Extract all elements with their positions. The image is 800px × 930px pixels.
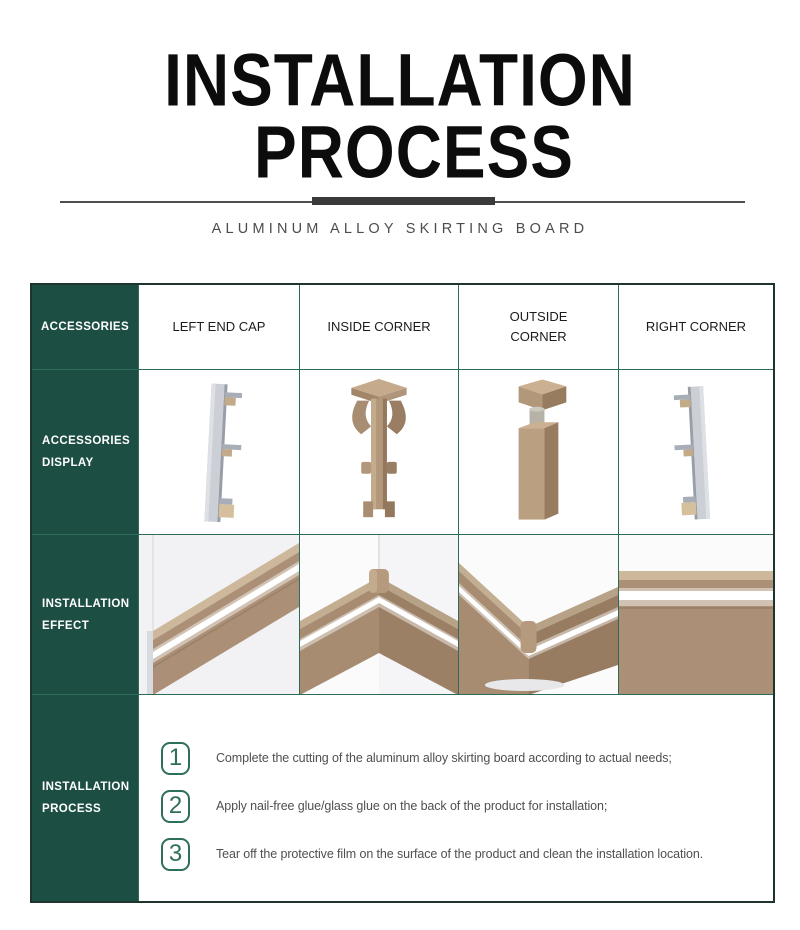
right-end-cap-photo <box>619 370 773 534</box>
step-2 <box>161 789 767 823</box>
subtitle: ALUMINUM ALLOY SKIRTING BOARD <box>211 221 589 237</box>
step-3-number-badge: 3 <box>161 838 190 871</box>
column-header-left-end-cap <box>139 285 299 369</box>
step-1 <box>161 741 767 775</box>
inside-corner-effect-photo <box>300 535 458 694</box>
inside-corner-photo <box>300 370 458 534</box>
table-corner-header <box>32 285 138 369</box>
installation-steps <box>139 695 773 901</box>
column-header-label: RIGHT CORNER <box>645 318 747 334</box>
row-label-line: ACCESSORIES <box>42 435 131 447</box>
page-title-line2: PROCESS <box>254 110 574 194</box>
step-2-text: Apply nail-free glue/glass glue on the back of the product for installation; <box>216 799 608 813</box>
step-1-text: Complete the cutting of the aluminum alloy skirting board according to actual needs; <box>216 751 672 765</box>
column-header-label: LEFT END CAP <box>172 318 266 334</box>
step-3-text: Tear off the protective film on the surface of the product and clean the installation location. <box>216 847 704 861</box>
column-header-outside-corner <box>459 285 618 369</box>
step-2-number-badge: 2 <box>161 790 190 823</box>
column-header-label: INSIDE CORNER <box>327 318 431 334</box>
title-divider <box>60 196 745 206</box>
corner-header-label: ACCESSORIES <box>40 321 130 333</box>
step-3 <box>161 837 767 871</box>
accessories-table <box>30 283 775 903</box>
outside-corner-photo <box>459 370 618 534</box>
divider-thick-bar <box>312 197 495 205</box>
row-label-accessories-display <box>32 370 138 534</box>
row-label-line: INSTALLATION <box>42 597 130 610</box>
row-label-installation-effect <box>32 535 138 694</box>
row-label-installation-process <box>32 695 138 901</box>
left-end-cap-photo <box>139 370 299 534</box>
column-header-right-corner <box>619 285 773 369</box>
page-title <box>0 38 800 194</box>
row-label-line: DISPLAY <box>42 457 94 469</box>
column-header-inside-corner <box>300 285 458 369</box>
row-label-line: PROCESS <box>42 803 102 815</box>
outside-corner-effect-photo <box>459 535 618 694</box>
row-label-line: INSTALLATION <box>42 781 130 793</box>
column-header-label: OUTSIDE CORNER <box>509 308 568 344</box>
row-label-line: EFFECT <box>42 619 90 632</box>
straight-skirting-effect-photo <box>619 535 773 694</box>
left-end-effect-photo <box>139 535 299 694</box>
step-1-number-badge: 1 <box>161 742 190 775</box>
page-title-line1: INSTALLATION <box>164 38 636 122</box>
